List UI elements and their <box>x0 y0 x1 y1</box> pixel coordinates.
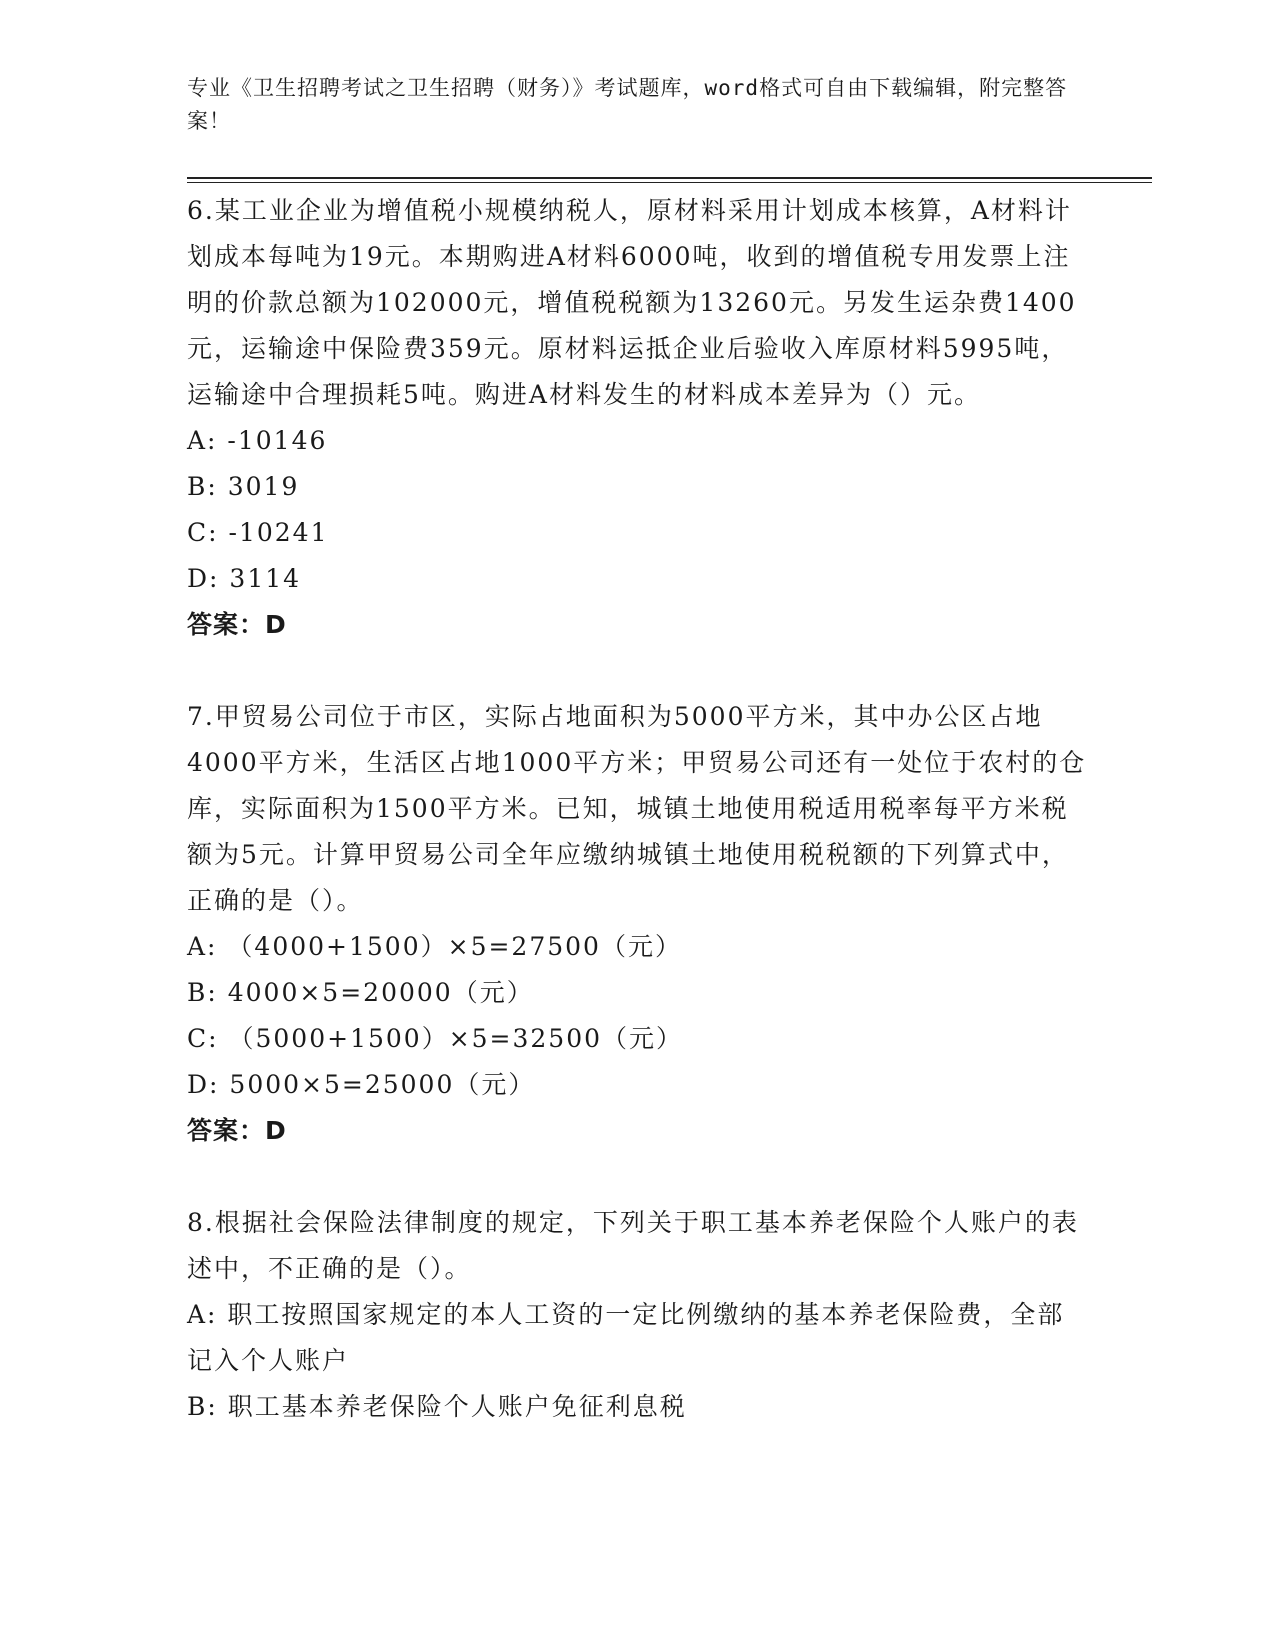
option-d: D: 5000×5=25000（元） <box>187 1070 536 1099</box>
option-b: B: 职工基本养老保险个人账户免征利息税 <box>187 1392 687 1421</box>
option-c: C: -10241 <box>187 518 329 547</box>
answer-line: 答案：D <box>187 610 287 639</box>
answer-line: 答案：D <box>187 1116 287 1145</box>
option-a: A: -10146 <box>187 426 328 455</box>
option-d: D: 3114 <box>187 564 302 593</box>
question-6 <box>187 188 1087 648</box>
header-divider-thin <box>187 182 1152 183</box>
question-7 <box>187 694 1087 1154</box>
question-stem: 8.根据社会保险法律制度的规定，下列关于职工基本养老保险个人账户的表述中，不正确的是（）。 <box>187 1208 1079 1283</box>
question-stem: 7.甲贸易公司位于市区，实际占地面积为5000平方米，其中办公区占地4000平方米，生活区占地1000平方米；甲贸易公司还有一处位于农村的仓库，实际面积为1500平方米。已知，城镇土地使用税适用税率每平方米税额为5元。计算甲贸易公司全年应缴纳城镇土地使用税税额的下列算式中，正确的是（）。 <box>187 702 1087 915</box>
option-c: C: （5000+1500）×5=32500（元） <box>187 1024 684 1053</box>
option-a: A: （4000+1500）×5=27500（元） <box>187 932 682 961</box>
question-list <box>187 188 1087 1476</box>
document-header: 专业《卫生招聘考试之卫生招聘（财务）》考试题库，word格式可自由下载编辑，附完整答案！ <box>187 76 1068 133</box>
question-stem: 6.某工业企业为增值税小规模纳税人，原材料采用计划成本核算，A材料计划成本每吨为19元。本期购进A材料6000吨，收到的增值税专用发票上注明的价款总额为102000元，增值税税额为13260元。另发生运杂费1400元，运输途中保险费359元。原材料运抵企业后验收入库原材料5995吨，运输途中合理损耗5吨。购进A材料发生的材料成本差异为（）元。 <box>187 196 1077 409</box>
header-divider-thick <box>187 177 1152 179</box>
option-b: B: 4000×5=20000（元） <box>187 978 534 1007</box>
option-b: B: 3019 <box>187 472 300 501</box>
question-8 <box>187 1200 1087 1430</box>
option-a: A: 职工按照国家规定的本人工资的一定比例缴纳的基本养老保险费，全部记入个人账户 <box>187 1300 1065 1375</box>
